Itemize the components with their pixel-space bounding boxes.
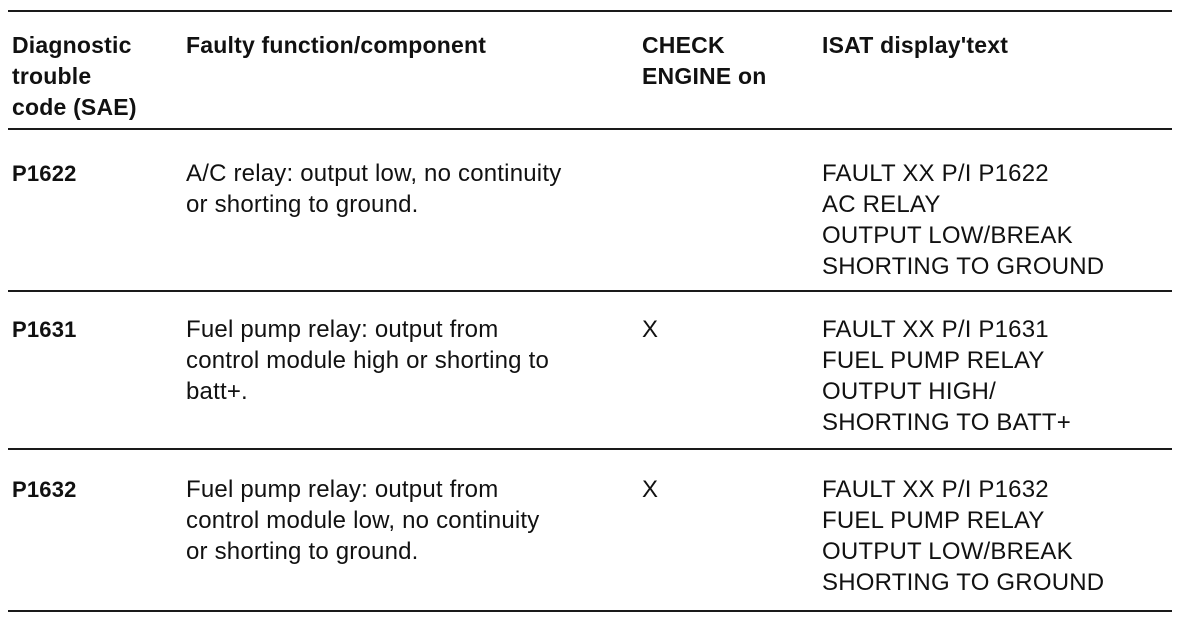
row-isat-display: FAULT XX P/I P1622 AC RELAY OUTPUT LOW/BREAK SHORTING TO GROUND xyxy=(822,160,1105,280)
row-code: P1632 xyxy=(12,477,77,502)
header-isat-display-text: ISAT display'text xyxy=(822,32,1009,58)
row-check-engine: X xyxy=(642,476,659,503)
table-top-rule xyxy=(8,10,1172,12)
header-check-engine: CHECK ENGINE on xyxy=(642,32,767,89)
row-isat-display: FAULT XX P/I P1632 FUEL PUMP RELAY OUTPUT LOW/BREAK SHORTING TO GROUND xyxy=(822,476,1105,596)
row-check-engine: X xyxy=(642,316,659,343)
header-diagnostic-trouble-code: Diagnostic trouble code (SAE) xyxy=(12,32,137,120)
row-faulty-function: Fuel pump relay: output from control module low, no continuity or shorting to ground. xyxy=(186,476,540,565)
header-faulty-function: Faulty function/component xyxy=(186,32,487,58)
row-faulty-function: A/C relay: output low, no continuity or shorting to ground. xyxy=(186,160,562,218)
row-code: P1622 xyxy=(12,161,77,186)
row-isat-display: FAULT XX P/I P1631 FUEL PUMP RELAY OUTPUT HIGH/ SHORTING TO BATT+ xyxy=(822,316,1072,436)
table-bottom-rule xyxy=(8,610,1172,612)
row-faulty-function: Fuel pump relay: output from control module high or shorting to batt+. xyxy=(186,316,550,405)
header-rule xyxy=(8,128,1172,130)
row-divider xyxy=(8,290,1172,292)
row-code: P1631 xyxy=(12,317,77,342)
row-divider xyxy=(8,448,1172,450)
